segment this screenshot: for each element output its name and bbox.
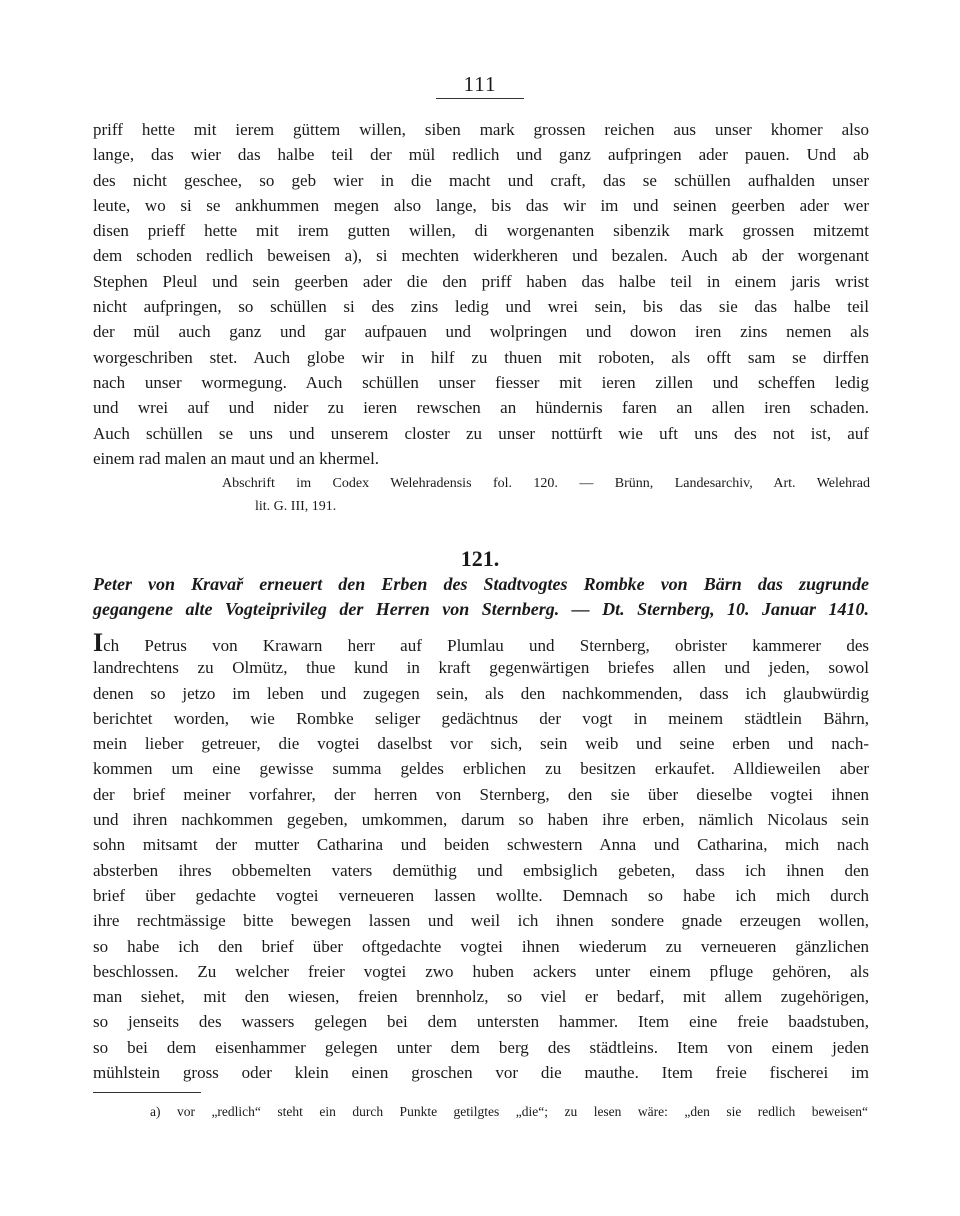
text-line: und wrei auf und nider zu ieren rewschen an hündernis faren an allen iren schaden. — [93, 398, 869, 418]
text-line: kommen um eine gewisse summa geldes erblichen zu besitzen erkaufet. Alldieweilen aber — [93, 759, 869, 779]
text-line: der mül auch ganz und gar aufpauen und wolpringen und dowon iren zins nemen als — [93, 322, 869, 342]
text-line: sohn mitsamt der mutter Catharina und beiden schwestern Anna und Catharina, mich nach — [93, 835, 869, 855]
text-line: landrechtens zu Olmütz, thue kund in kraft gegenwärtigen briefes allen und jeden, sowol — [93, 658, 869, 678]
source-line: Abschrift im Codex Welehradensis fol. 120. — Brünn, Landesarchiv, Art. Welehrad — [222, 476, 870, 491]
text-line: mein lieber getreuer, die vogtei daselbst vor sich, sein weib und seine erben und nach- — [93, 734, 869, 754]
text-line-first — [93, 630, 869, 655]
previous-document-text — [93, 117, 869, 471]
source-note — [222, 472, 870, 518]
source-line: lit. G. III, 191. — [255, 499, 337, 514]
first-line-text: ch Petrus von Krawarn herr auf Plumlau und Sternberg, obrister kammerer des — [103, 636, 869, 655]
text-line: mühlstein gross oder klein einen groschen vor die mauthe. Item freie fischerei im — [93, 1063, 869, 1083]
text-line: man siehet, mit den wiesen, freien brennholz, so viel er bedarf, mit allem zugehörigen, — [93, 987, 869, 1007]
text-line: worgeschriben stet. Auch globe wir in hilf zu thuen mit roboten, als offt sam se dirffen — [93, 347, 869, 367]
text-line: brief über gedachte vogtei verneueren lassen wollte. Demnach so habe ich mich durch — [93, 885, 869, 905]
text-line: und ihren nachkommen gegeben, umkommen, darum so haben ihre erben, nämlich Nicolaus sein — [93, 810, 869, 830]
text-line: Auch schüllen se uns und unserem closter zu unser nottürft wie uft uns des not ist, auf — [93, 423, 869, 443]
text-line: disen prieff hette mit irem gutten willen, di worgenanten sibenzik mark grossen mitzemt — [93, 221, 869, 241]
dropcap: I — [93, 628, 104, 657]
text-line: nicht aufpringen, so schüllen si des zins ledig und wrei sein, bis das sie das halbe teil — [93, 297, 869, 317]
page-number-rule — [436, 98, 524, 99]
footnote: a) vor „redlich“ steht ein durch Punkte getilgtes „die“; zu lesen wäre: „den sie redlich beweisen“ — [150, 1104, 868, 1119]
text-line: so jenseits des wassers gelegen bei dem untersten hammer. Item eine freie baadstuben, — [93, 1012, 869, 1032]
text-line: dem schoden redlich beweisen a), si mechten widerkheren und bezalen. Auch ab der worgenant — [93, 246, 869, 266]
text-line: so bei dem eisenhammer gelegen unter dem berg des städtleins. Item von einem jeden — [93, 1037, 869, 1057]
text-line: des nicht geschee, so geb wier in die macht und craft, das se schüllen aufhalden unser — [93, 170, 869, 190]
text-line: einem rad malen an maut und an khermel. — [93, 448, 380, 468]
document-heading — [93, 572, 869, 622]
text-line: Stephen Pleul und sein geerben ader die den priff haben das halbe teil in einem jaris wrist — [93, 271, 869, 291]
document-number: 121. — [460, 546, 500, 571]
page-number: 111 — [463, 72, 497, 96]
text-line: absterben ihres obbemelten vaters demüthig und embsiglich gebeten, dass ich ihnen den — [93, 860, 869, 880]
text-line: berichtet worden, wie Rombke seliger gedächtnus der vogt in meinem städtlein Bährn, — [93, 708, 869, 728]
text-line: so habe ich den brief über oftgedachte vogtei ihnen wiederum zu verneueren gänzlichen — [93, 936, 869, 956]
footnote-rule — [93, 1092, 201, 1093]
heading-line: gegangene alte Vogteiprivileg der Herren von Sternberg. — Dt. Sternberg, 10. Januar 1410. — [93, 599, 869, 619]
text-line: denen so jetzo im leben und zugegen sein, als den nachkommenden, dass ich glaubwürdig — [93, 683, 869, 703]
text-line: beschlossen. Zu welcher freier vogtei zwo huben ackers unter einem pfluge gehören, als — [93, 961, 869, 981]
text-line: leute, wo si se ankhummen megen also lange, bis das wir im und seinen geerben ader wer — [93, 195, 869, 215]
text-line: priff hette mit ierem güttem willen, siben mark grossen reichen aus unser khomer also — [93, 120, 869, 139]
text-line: lange, das wier das halbe teil der mül redlich und ganz aufpringen ader pauen. Und ab — [93, 145, 869, 165]
document-body — [93, 630, 869, 1085]
text-line: nach unser wormegung. Auch schüllen unser fiesser mit ieren zillen und scheffen ledig — [93, 372, 869, 392]
heading-line: Peter von Kravař erneuert den Erben des Stadtvogtes Rombke von Bärn das zugrunde — [93, 574, 869, 594]
text-line: der brief meiner vorfahrer, der herren von Sternberg, den sie über dieselbe vogtei ihnen — [93, 784, 869, 804]
text-line: ihre rechtmässige bitte bewegen lassen und weil ich ihnen sondere gnade erzeugen wollen, — [93, 911, 869, 931]
